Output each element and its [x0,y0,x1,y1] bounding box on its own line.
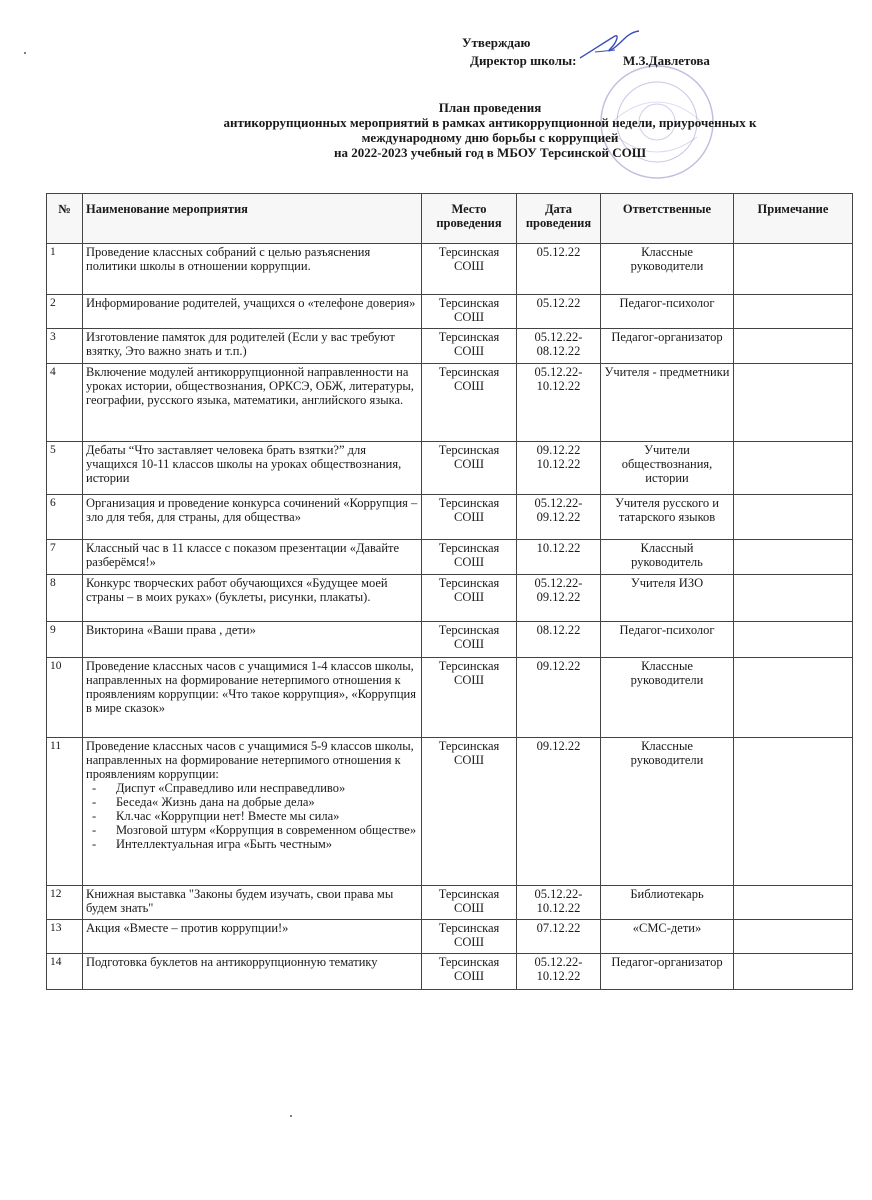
row-responsible: Учителя - предметники [601,364,734,442]
row-note [734,329,853,364]
events-table [46,193,853,990]
row-date: 05.12.22-08.12.22 [517,329,601,364]
row-name: Конкурс творческих работ обучающихся «Будущее моей страны – в моих руках» (буклеты, рисунки, плакаты). [83,575,422,622]
row-place: Терсинская СОШ [422,295,517,329]
row-place: Терсинская СОШ [422,622,517,658]
row-date: 09.12.22 [517,738,601,886]
row-responsible: «СМС-дети» [601,920,734,954]
row-num: 14 [47,954,83,990]
table-row [47,364,853,442]
table-row [47,495,853,540]
title-line: на 2022-2023 учебный год в МБОУ Терсинской СОШ [333,145,647,160]
title-line: антикоррупционных мероприятий в рамках антикоррупционной недели, приуроченных к [223,115,757,130]
row-responsible: Классный руководитель [601,540,734,575]
row-place: Терсинская СОШ [422,738,517,886]
table-row [47,954,853,990]
header-responsible: Ответственные [601,194,734,244]
sub-event-item: - Беседа« Жизнь дана на добрые дела» [86,795,418,809]
title-line: План проведения [438,100,542,115]
sub-event-list [86,781,418,851]
sub-event-item: - Кл.час «Коррупции нет! Вместе мы сила» [86,809,418,823]
row-note [734,540,853,575]
row-place: Терсинская СОШ [422,244,517,295]
row-name: Проведение классных часов с учащимися 1-4 классов школы, направленных на формирование нетерпимого отношения к проявлениям коррупции: «Что такое коррупция», «Коррупция в мире сказок» [83,658,422,738]
row-place: Терсинская СОШ [422,442,517,495]
row-place: Терсинская СОШ [422,495,517,540]
row-name: Проведение классных часов с учащимися 5-9 классов школы, направленных на формирование нетерпимого отношения к проявлениям коррупции: [86,739,414,781]
row-num: 13 [47,920,83,954]
row-date: 05.12.22-09.12.22 [517,575,601,622]
sub-event-item: - Диспут «Справедливо или несправедливо» [86,781,418,795]
row-note [734,575,853,622]
table-row [47,622,853,658]
row-place: Терсинская СОШ [422,575,517,622]
row-note [734,954,853,990]
sub-event-item: - Интеллектуальная игра «Быть честным» [86,837,418,851]
row-date: 05.12.22-10.12.22 [517,954,601,990]
row-name: Дебаты “Что заставляет человека брать взятки?” для учащихся 10-11 классов школы на уроках обществознания, истории [83,442,422,495]
row-num: 10 [47,658,83,738]
table-row [47,920,853,954]
scan-speck [290,1115,292,1117]
table-row [47,575,853,622]
row-place: Терсинская СОШ [422,658,517,738]
row-note [734,658,853,738]
table-row [47,442,853,495]
row-name: Подготовка буклетов на антикоррупционную тематику [83,954,422,990]
row-place: Терсинская СОШ [422,920,517,954]
row-responsible: Библиотекарь [601,886,734,920]
row-num: 3 [47,329,83,364]
table-row [47,244,853,295]
row-note [734,442,853,495]
row-responsible: Учители обществознания, истории [601,442,734,495]
row-name: Информирование родителей, учащихся о «телефоне доверия» [83,295,422,329]
row-num: 4 [47,364,83,442]
row-place: Терсинская СОШ [422,886,517,920]
row-num: 2 [47,295,83,329]
row-num: 6 [47,495,83,540]
row-place: Терсинская СОШ [422,364,517,442]
row-place: Терсинская СОШ [422,540,517,575]
row-note [734,495,853,540]
row-num: 1 [47,244,83,295]
row-num: 7 [47,540,83,575]
row-responsible: Педагог-психолог [601,622,734,658]
director-name: М.З.Давлетова [623,53,710,68]
table-row [47,738,853,886]
row-name: Акция «Вместе – против коррупции!» [83,920,422,954]
approval-title: Утверждаю [462,35,531,50]
row-name: Изготовление памяток для родителей (Если у вас требуют взятку, Это важно знать и т.п.) [83,329,422,364]
row-num: 11 [47,738,83,886]
row-date: 09.12.22 [517,658,601,738]
row-date: 10.12.22 [517,540,601,575]
row-name: Проведение классных собраний с целью разъяснения политики школы в отношении коррупции. [83,244,422,295]
header-place: Место проведения [422,194,517,244]
row-note [734,738,853,886]
row-date: 05.12.22-09.12.22 [517,495,601,540]
row-date: 05.12.22-10.12.22 [517,364,601,442]
row-name: Викторина «Ваши права , дети» [83,622,422,658]
row-note [734,886,853,920]
table-row [47,886,853,920]
row-name: Книжная выставка "Законы будем изучать, свои права мы будем знать" [83,886,422,920]
header-date: Дата проведения [517,194,601,244]
row-num: 12 [47,886,83,920]
row-note [734,244,853,295]
row-date: 09.12.22 10.12.22 [517,442,601,495]
row-responsible: Классные руководители [601,738,734,886]
row-responsible: Педагог-организатор [601,954,734,990]
signature-image [575,28,645,64]
title-line: международному дню борьбы с коррупцией [361,130,619,145]
director-label: Директор школы: [470,53,577,68]
row-responsible: Педагог-организатор [601,329,734,364]
row-note [734,920,853,954]
row-name-cell [83,738,422,886]
row-name: Включение модулей антикоррупционной направленности на уроках истории, обществознания, ОРКСЭ, ОБЖ, литературы, географии, русского языка, математики, английского языка. [83,364,422,442]
row-responsible: Классные руководители [601,658,734,738]
row-date: 05.12.22-10.12.22 [517,886,601,920]
row-note [734,295,853,329]
row-responsible: Учителя ИЗО [601,575,734,622]
row-date: 08.12.22 [517,622,601,658]
row-date: 05.12.22 [517,244,601,295]
row-responsible: Учителя русского и татарского языков [601,495,734,540]
table-header-row [47,194,853,244]
table-row [47,540,853,575]
row-note [734,364,853,442]
row-num: 8 [47,575,83,622]
row-place: Терсинская СОШ [422,954,517,990]
row-place: Терсинская СОШ [422,329,517,364]
document-title [150,100,830,160]
row-responsible: Классные руководители [601,244,734,295]
row-responsible: Педагог-психолог [601,295,734,329]
header-name: Наименование мероприятия [83,194,422,244]
table-row [47,329,853,364]
row-name: Организация и проведение конкурса сочинений «Коррупция – зло для тебя, для страны, для общества» [83,495,422,540]
row-num: 9 [47,622,83,658]
row-name: Классный час в 11 классе с показом презентации «Давайте разберёмся!» [83,540,422,575]
row-date: 05.12.22 [517,295,601,329]
header-num: № [47,194,83,244]
scan-speck [24,52,26,54]
sub-event-item: - Мозговой штурм «Коррупция в современном обществе» [86,823,418,837]
table-row [47,658,853,738]
row-date: 07.12.22 [517,920,601,954]
table-row [47,295,853,329]
row-note [734,622,853,658]
header-note: Примечание [734,194,853,244]
row-num: 5 [47,442,83,495]
